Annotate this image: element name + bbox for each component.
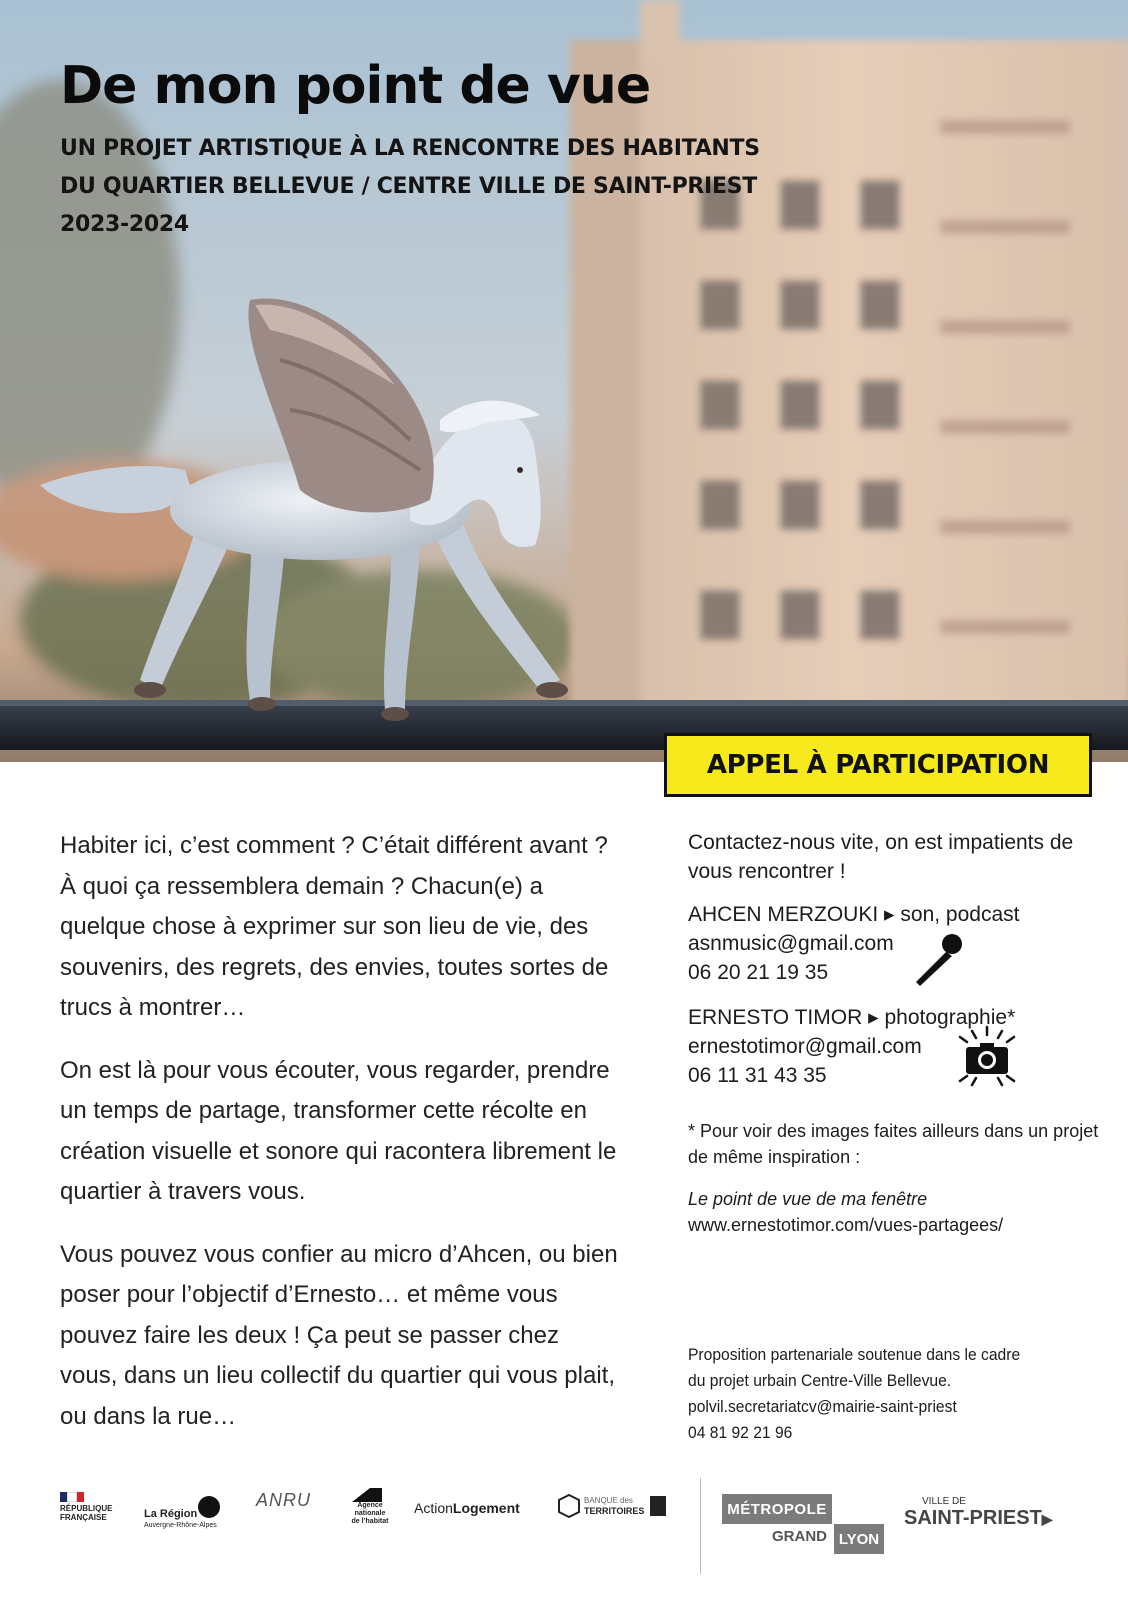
partner-info — [688, 1342, 1074, 1446]
contact-phone[interactable]: 06 20 21 19 35 — [688, 961, 829, 984]
contact-email[interactable]: ernestotimor@gmail.com — [688, 1035, 922, 1058]
metropole-grand-label: GRAND — [772, 1528, 827, 1545]
republique-francaise-logo: RÉPUBLIQUE FRANÇAISE — [60, 1492, 130, 1522]
footnote: * Pour voir des images faites ailleurs dans un projet de même inspiration : — [688, 1121, 1099, 1167]
partner-line: Proposition partenariale soutenue dans le cadre — [688, 1345, 1021, 1364]
contact-name: ERNESTO TIMOR — [688, 1006, 863, 1029]
hexagon-icon — [558, 1494, 580, 1518]
contact-name: AHCEN MERZOUKI — [688, 903, 879, 926]
subtitle-year: 2023-2024 — [60, 212, 189, 237]
microphone-icon — [908, 930, 968, 990]
subtitle-line: DU QUARTIER BELLEVUE / CENTRE VILLE DE SAINT-PRIEST — [60, 174, 757, 199]
paragraph: Habiter ici, c’est comment ? C’était différent avant ? À quoi ça ressemblera demain ? Chacun(e) a quelque chose à exprimer sur son lieu de vie, des souvenirs, des regrets, des envies, toutes sortes de trucs à montrer… — [60, 832, 609, 1021]
contact-name-line — [688, 1003, 1108, 1032]
contact-ahcen — [688, 900, 1108, 987]
body-text — [60, 826, 620, 1459]
partner-line: du projet urbain Centre-Ville Bellevue. — [688, 1371, 952, 1390]
paragraph: Vous pouvez vous confier au micro d’Ahcen, ou bien poser pour l’objectif d’Ernesto… et même vous pouvez faire les deux ! Ça peut se passer chez vous, dans un lieu collectif du quartier qui vous plait, ou dans la rue… — [60, 1240, 618, 1430]
logo-divider — [700, 1478, 701, 1574]
anah-logo: Agence nationale de l’habitat — [340, 1488, 400, 1526]
reference — [688, 1186, 1108, 1238]
contact-phone[interactable]: 06 11 31 43 35 — [688, 1064, 827, 1087]
contact-name-line — [688, 900, 1108, 929]
camera-icon — [952, 1023, 1022, 1093]
anru-logo: ANRU — [256, 1490, 312, 1510]
partner-logos: RÉPUBLIQUE FRANÇAISE La Région Auvergne-Rhône-Alpes ANRU Agence nationale de l’habitat ActionLogement BANQUE des TERRITOIRES MÉTROPOLE GRAND LYON VILLE DE SAINT-PRIEST▶ — [0, 1478, 1128, 1578]
hero-photo — [0, 0, 1128, 762]
action-logement-logo: ActionLogement — [414, 1500, 520, 1516]
contact-role: ▸ photographie* — [868, 1006, 1016, 1029]
contact-role: ▸ son, podcast — [884, 903, 1020, 926]
subtitle — [60, 130, 860, 244]
saint-priest-logo: VILLE DE SAINT-PRIEST▶ — [904, 1496, 1053, 1529]
reference-title: Le point de vue de ma fenêtre — [688, 1189, 928, 1209]
paragraph: On est là pour vous écouter, vous regarder, prendre un temps de partage, transformer cette récolte en création visuelle et sonore qui racontera librement le quartier à travers vous. — [60, 1056, 617, 1205]
subtitle-line: UN PROJET ARTISTIQUE À LA RENCONTRE DES HABITANTS — [60, 136, 760, 161]
page-title: De mon point de vue — [60, 56, 651, 116]
call-to-participation-banner: APPEL À PARTICIPATION — [664, 733, 1092, 797]
reference-url[interactable]: www.ernestotimor.com/vues-partagees/ — [688, 1215, 1004, 1235]
contact-intro: Contactez-nous vite, on est impatients de vous rencontrer ! — [688, 831, 1074, 883]
partner-email[interactable]: polvil.secretariatcv@mairie-saint-priest — [688, 1397, 957, 1416]
contact-ernesto — [688, 1003, 1108, 1090]
contact-column — [688, 828, 1108, 1238]
partner-phone[interactable]: 04 81 92 21 96 — [688, 1423, 793, 1442]
contact-email[interactable]: asnmusic@gmail.com — [688, 932, 894, 955]
metropole-logo: MÉTROPOLE — [722, 1494, 832, 1524]
metropole-lyon-label: LYON — [834, 1524, 884, 1554]
